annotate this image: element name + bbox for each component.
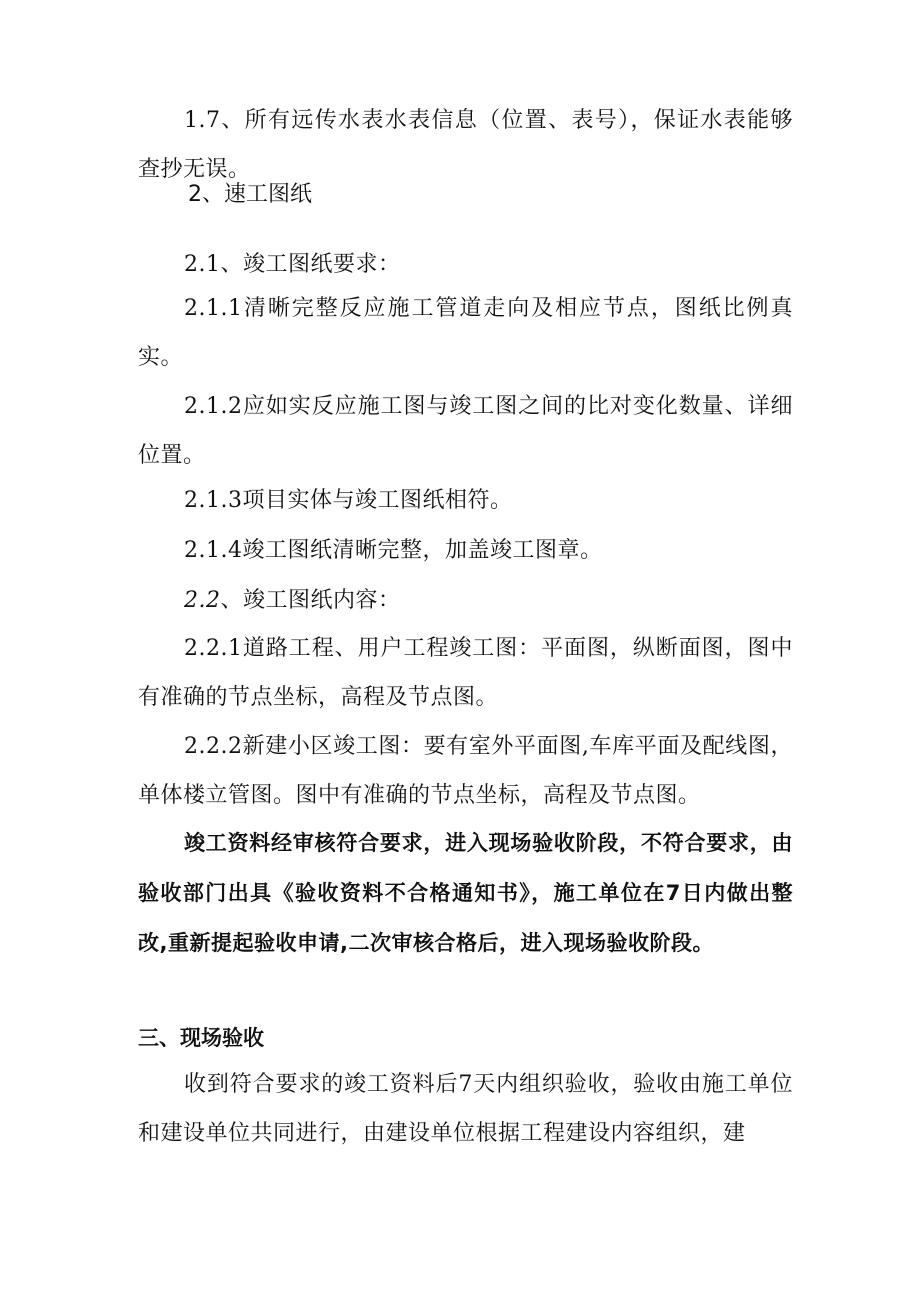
paragraph-bold-notice: 竣工资料经审核符合要求，进入现场验收阶段，不符合要求，由验收部门出具《验收资料不合格通知书》，施工单位在7日内做出整改,重新提起验收申请,二次审核合格后，进入现场验收阶段。 (138, 831, 793, 955)
paragraph-2-1-1: 2.1.1清晰完整反应施工管道走向及相应节点，图纸比例真实。 (138, 296, 793, 370)
paragraph-2-1-2: 2.1.2应如实反应施工图与竣工图之间的比对变化数量、详细位置。 (138, 394, 793, 468)
section-heading-2: 2、速工图纸 (188, 182, 312, 207)
section-heading-3: 三、现场验收 (138, 1026, 264, 1050)
paragraph-2-2-number: 2.2 (184, 588, 221, 613)
paragraph-2-1: 2.1、竣工图纸要求： (184, 252, 401, 277)
paragraph-2-2-2: 2.2.2新建小区竣工图：要有室外平面图,车库平面及配线图，单体楼立管图。图中有准确的节点坐标，高程及节点图。 (138, 734, 793, 808)
paragraph-3: 收到符合要求的竣工资料后7天内组织验收，验收由施工单位和建设单位共同进行，由建设单位根据工程建设内容组织，建 (138, 1072, 793, 1146)
paragraph-2-1-3: 2.1.3项目实体与竣工图纸相符。 (184, 488, 513, 513)
paragraph-1-7: 1.7、所有远传水表水表信息（位置、表号），保证水表能够查抄无误。 (138, 108, 793, 182)
paragraph-2-2-1: 2.2.1道路工程、用户工程竣工图：平面图，纵断面图，图中有准确的节点坐标，高程及节点图。 (138, 636, 793, 710)
paragraph-2-2 (138, 576, 793, 625)
paragraph-2-1-4: 2.1.4竣工图纸清晰完整，加盖竣工图章。 (184, 538, 603, 563)
paragraph-2-2-text: 、竣工图纸内容： (220, 588, 401, 613)
